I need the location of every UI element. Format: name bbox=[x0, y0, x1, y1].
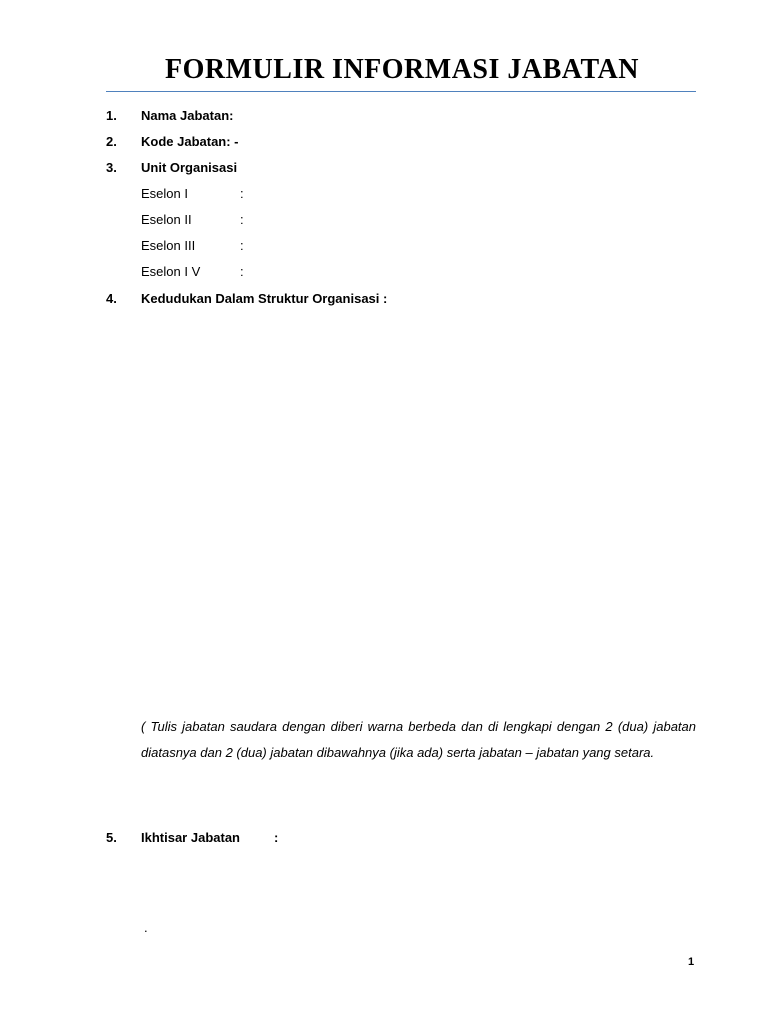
item-label-kedudukan: Kedudukan Dalam Struktur Organisasi : bbox=[141, 291, 388, 306]
item-label-unit-organisasi: Unit Organisasi bbox=[141, 160, 238, 175]
eselon-1-label: Eselon I bbox=[141, 186, 188, 201]
eselon-1-colon: : bbox=[240, 186, 244, 201]
item-label-kode-jabatan: Kode Jabatan: - bbox=[141, 134, 239, 149]
eselon-2-label: Eselon II bbox=[141, 212, 192, 227]
eselon-4-label: Eselon I V bbox=[141, 264, 201, 279]
item-number-5: 5. bbox=[106, 830, 117, 845]
item-number-1: 1. bbox=[106, 108, 117, 123]
trailing-dot: . bbox=[144, 920, 148, 935]
eselon-3-colon: : bbox=[240, 238, 244, 253]
item-number-3: 3. bbox=[106, 160, 117, 175]
instruction-note: ( Tulis jabatan saudara dengan diberi warna berbeda dan di lengkapi dengan 2 (dua) jabatan diatasnya dan 2 (dua) jabatan dibawahnya (jika ada) serta jabatan – jabatan yang setara. bbox=[141, 719, 696, 760]
eselon-2-colon: : bbox=[240, 212, 244, 227]
eselon-3-label: Eselon III bbox=[141, 238, 196, 253]
page-number: 1 bbox=[688, 956, 695, 968]
item-label-ikhtisar-jabatan: Ikhtisar Jabatan bbox=[141, 830, 240, 845]
title-underline bbox=[106, 91, 696, 92]
item-number-4: 4. bbox=[106, 291, 117, 306]
page-title: FORMULIR INFORMASI JABATAN bbox=[165, 54, 639, 85]
item-number-2: 2. bbox=[106, 134, 117, 149]
eselon-4-colon: : bbox=[240, 264, 244, 279]
item-label-nama-jabatan: Nama Jabatan: bbox=[141, 108, 234, 123]
item-5-colon: : bbox=[274, 830, 279, 845]
